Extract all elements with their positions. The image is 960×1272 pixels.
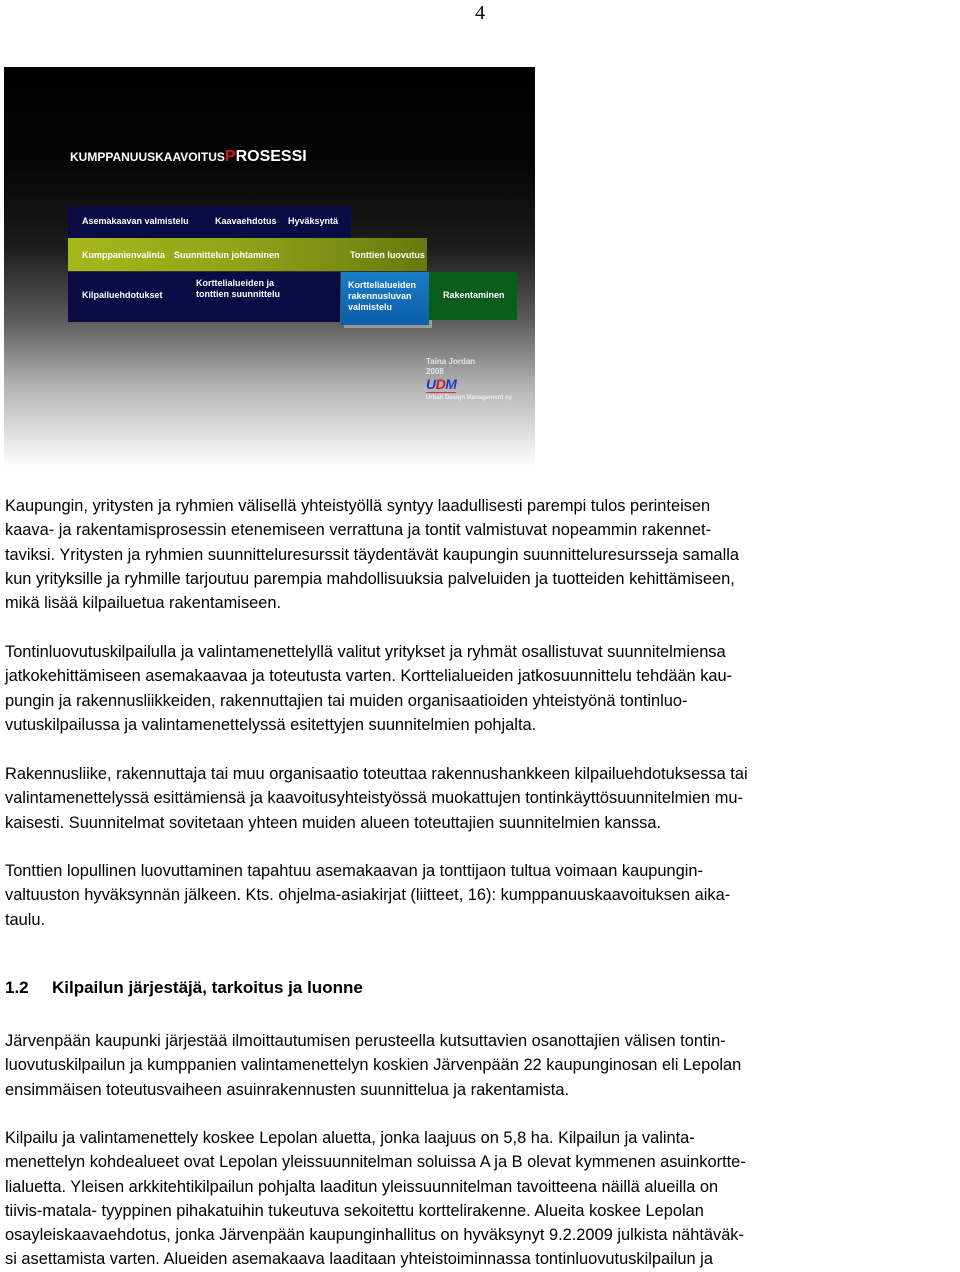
paragraph — [5, 640, 960, 737]
phase-competition-entries: Kilpailuehdotukset — [82, 290, 163, 300]
phase-design-management: Suunnittelun johtaminen — [174, 250, 280, 260]
diagram-title — [70, 148, 307, 166]
paragraph — [5, 762, 960, 835]
text-line: Kaupungin, yritysten ja ryhmien välisellä yhteistyöllä syntyy laadullisesti parempi tulos perinteisen — [5, 497, 711, 515]
text-line: luovutuskilpailun ja kumppanien valintamenettelyn koskien Järvenpään 22 kaupunginosan eli Lepolan — [5, 1056, 742, 1075]
section-number: 1.2 — [5, 978, 29, 997]
credit-name: Taina Jordan — [426, 357, 476, 366]
text-line: taulu. — [5, 910, 46, 929]
text-line: ensimmäisen toteutusvaiheen asuinrakennusten suunnittelua ja rakentamista. — [5, 1080, 569, 1099]
phase-row-planning — [68, 206, 351, 239]
phase-plan-proposal: Kaavaehdotus — [215, 216, 277, 226]
phase-permit-line1: Korttelialueiden — [348, 280, 417, 290]
phase-plot-handover: Tonttien luovutus — [350, 250, 425, 260]
phase-building-permit — [341, 272, 429, 325]
phase-local-plan-preparation: Asemakaavan valmistelu — [82, 216, 189, 226]
text-line: osayleiskaavaehdotus, jonka Järvenpään kaupunginhallitus on hyväksynyt 9.2.2009 julkista nähtäväk- — [5, 1226, 744, 1245]
page-number: 4 — [475, 2, 485, 24]
text-line: Tontinluovutuskilpailulla ja valintamenettelyllä valitut yritykset ja ryhmät osallistuvat suunnitelmiensa — [5, 643, 726, 661]
diagram-title-accent: P — [224, 148, 236, 165]
text-line: mikä lisää kilpailuetua rakentamiseen. — [5, 594, 282, 613]
text-line: Järvenpään kaupunki järjestää ilmoittautumisen perusteella kutsuttavien osanottajien välisen tontin- — [5, 1032, 726, 1050]
text-line: kun yrityksille ja ryhmille tarjoutuu parempia mahdollisuuksia palveluiden ja tuotteiden kehittämiseen, — [5, 569, 735, 588]
udm-logo: UDM — [426, 376, 457, 392]
phase-block-planning-line1: Korttelialueiden ja — [196, 278, 275, 288]
text-line: lialuetta. Yleisen arkkitehtikilpailun pohjalta laaditun yleissuunnitelman tavoitteena näillä alueilla on — [5, 1177, 719, 1196]
text-line: menettelyn kohdealueet ovat Lepolan yleissuunnitelman soluissa A ja B olevat kymmenen asuinkortte- — [5, 1153, 746, 1172]
logo-divider — [426, 392, 456, 393]
phase-partner-selection: Kumppanienvalinta — [82, 250, 166, 260]
diagram-credit — [426, 357, 475, 377]
diagram-title-part3: ROSESSI — [235, 148, 307, 165]
text-line: Tonttien lopullinen luovuttaminen tapahtuu asemakaavan ja tonttijaon tultua voimaan kaupungin- — [5, 862, 703, 880]
paragraph — [5, 494, 960, 615]
text-line: Kilpailu ja valintamenettely koskee Lepolan aluetta, jonka laajuus on 5,8 ha. Kilpailun ja valinta- — [5, 1129, 695, 1147]
phase-row-design — [68, 272, 340, 322]
text-line: pungin ja rakennusliikkeiden, rakennuttajien tai muiden organisaatioiden yhteistyönä tontinluo- — [5, 691, 688, 710]
phase-block-planning-line2: tonttien suunnittelu — [196, 289, 280, 299]
phase-permit-line2: rakennusluvan — [348, 291, 412, 301]
diagram-title-part1: KUMPPANUUSKAAVOITUS — [70, 150, 225, 164]
phase-permit-line3: valmistelu — [348, 302, 393, 312]
paragraph — [5, 859, 960, 932]
text-line: tiivis-matala- tyyppinen pihakatuihin tukeutuva sekoitettu korttelirakenne. Alueita koskee Lepolan — [5, 1201, 704, 1220]
text-line: valintamenettelyssä esittämiensä ja kaavoitusyhteistyössä muokattujen tontinkäyttösuunnitelmien mu- — [5, 789, 743, 808]
phase-row-partners — [68, 238, 427, 271]
text-line: si asettamista varten. Alueiden asemakaava laaditaan yhteistoiminnassa tontinluovutuskilpailun ja — [5, 1250, 713, 1269]
phase-construction — [429, 272, 517, 320]
text-line: Rakennusliike, rakennuttaja tai muu organisaatio toteuttaa rakennushankkeen kilpailuehdotuksessa tai — [5, 765, 748, 783]
phase-construction-label: Rakentaminen — [443, 290, 505, 300]
text-line: kaisesti. Suunnitelmat sovitetaan yhteen muiden alueen toteuttajien suunnitelmien kanssa. — [5, 813, 662, 832]
text-line: taviksi. Yritysten ja ryhmien suunnitteluresurssit täydentävät kaupungin suunnitteluresursseja samalla — [5, 545, 740, 564]
text-line: jatkokehittämiseen asemakaavaa ja toteutusta varten. Korttelialueiden jatkosuunnittelu tehdään kau- — [5, 667, 733, 686]
text-line: kaava- ja rakentamisprosessin etenemiseen verrattuna ja tontit valmistuvat nopeammin rakennet- — [5, 521, 712, 540]
credit-year: 2008 — [426, 367, 444, 376]
paragraph — [5, 1029, 960, 1102]
section-heading — [5, 978, 363, 998]
paragraph — [5, 1126, 960, 1272]
text-line: vutuskilpailussa ja valintamenettelyssä esitettyjen suunnitelmien pohjalta. — [5, 715, 537, 734]
section-title: Kilpailun järjestäjä, tarkoitus ja luonne — [52, 978, 363, 997]
text-line: valtuuston hyväksynnän jälkeen. Kts. ohjelma-asiakirjat (liitteet, 16): kumppanuuskaavoituksen aika- — [5, 886, 731, 905]
partnership-planning-process-diagram — [4, 67, 535, 467]
phase-approval: Hyväksyntä — [288, 216, 339, 226]
logo-company-name: Urban Design Management oy — [426, 395, 513, 401]
